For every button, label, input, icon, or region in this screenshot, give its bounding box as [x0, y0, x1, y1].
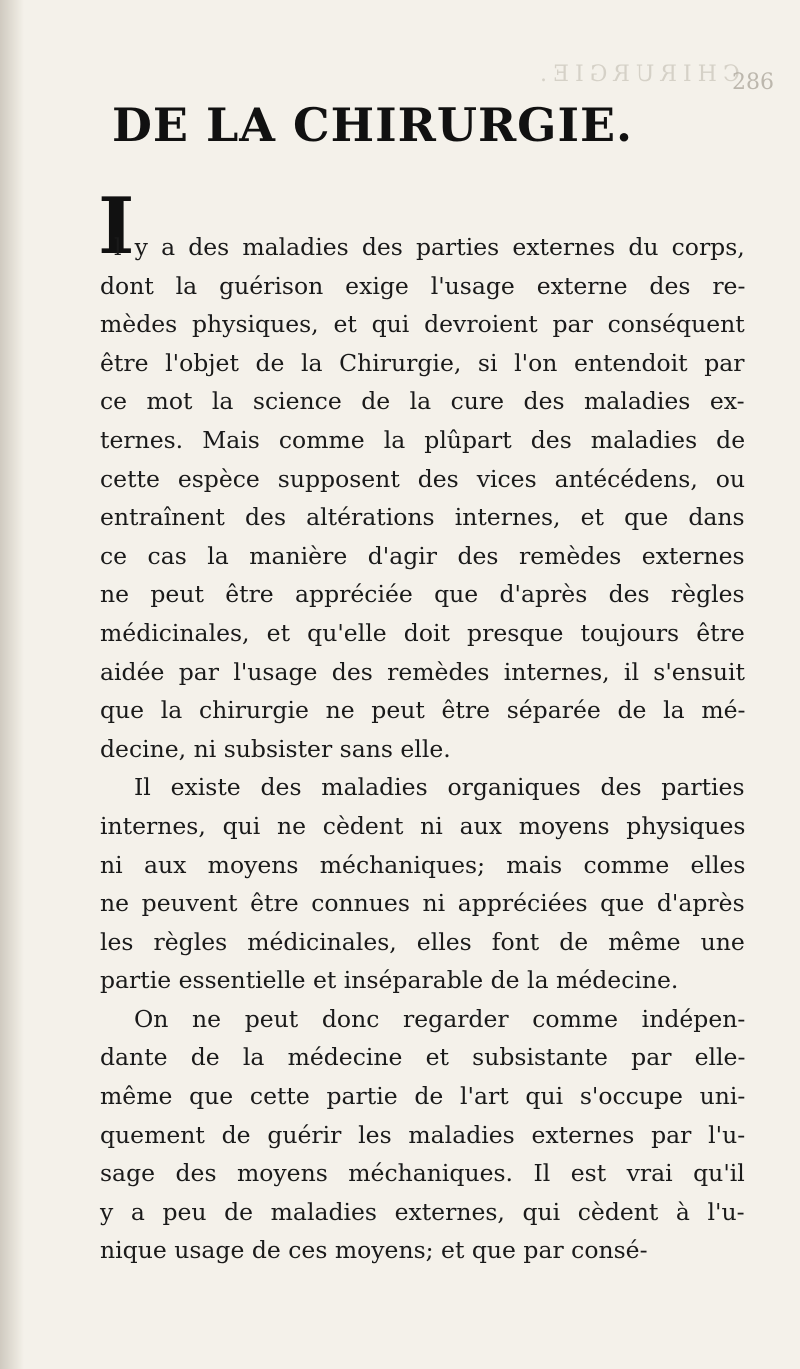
text-line: entraînent des altérations internes, et que dans — [100, 503, 745, 532]
text-line: ce cas la manière d'agir des remèdes externes — [100, 541, 745, 570]
text-line: quement de guérir les maladies externes par l'u- — [100, 1120, 746, 1149]
page-number: 286 — [732, 70, 774, 95]
text-line: ce mot la science de la cure des maladies ex- — [100, 387, 745, 416]
text-line: ne peuvent être connues ni appréciées que d'après — [100, 889, 745, 918]
text-line: dante de la médecine et subsistante par elle- — [100, 1043, 746, 1072]
text-line: mèdes physiques, et qui devroient par conséquent — [100, 310, 745, 339]
show-through-running-head: CHIRURGIE. — [534, 62, 740, 87]
text-line: sage des moyens méchaniques. Il est vrai qu'il — [100, 1159, 745, 1188]
text-line: même que cette partie de l'art qui s'occupe uni- — [100, 1082, 746, 1111]
drop-cap: I — [98, 181, 135, 272]
text-line: médicinales, et qu'elle doit presque toujours être — [100, 618, 745, 647]
text-line: y a peu de maladies externes, qui cèdent à l'u- — [100, 1197, 745, 1226]
text-line: decine, ni subsister sans elle. — [100, 734, 451, 763]
text-line: Il existe des maladies organiques des parties — [134, 773, 745, 802]
body-text — [100, 228, 745, 1270]
text-line: dont la guérison exige l'usage externe des re- — [100, 271, 746, 300]
text-line: ne peut être appréciée que d'après des règles — [100, 580, 745, 609]
text-line: ni aux moyens méchaniques; mais comme elles — [100, 850, 746, 879]
text-line: l y a des maladies des parties externes du corps, — [114, 233, 745, 261]
text-line: nique usage de ces moyens; et que par consé- — [100, 1236, 648, 1265]
text-line: les règles médicinales, elles font de même une — [100, 927, 745, 956]
chapter-title: DE LA CHIRURGIE. — [112, 98, 634, 152]
text-line: être l'objet de la Chirurgie, si l'on entendoit par — [100, 348, 745, 377]
text-line: internes, qui ne cèdent ni aux moyens physiques — [100, 811, 746, 840]
text-line: cette espèce supposent des vices antécédens, ou — [100, 464, 746, 493]
text-line: partie essentielle et inséparable de la médecine. — [100, 966, 679, 995]
text-line: que la chirurgie ne peut être séparée de la mé- — [100, 696, 746, 725]
text-line: ternes. Mais comme la plûpart des maladies de — [100, 425, 746, 454]
text-line: On ne peut donc regarder comme indépen- — [134, 1004, 746, 1033]
text-line: aidée par l'usage des remèdes internes, il s'ensuit — [100, 657, 746, 686]
